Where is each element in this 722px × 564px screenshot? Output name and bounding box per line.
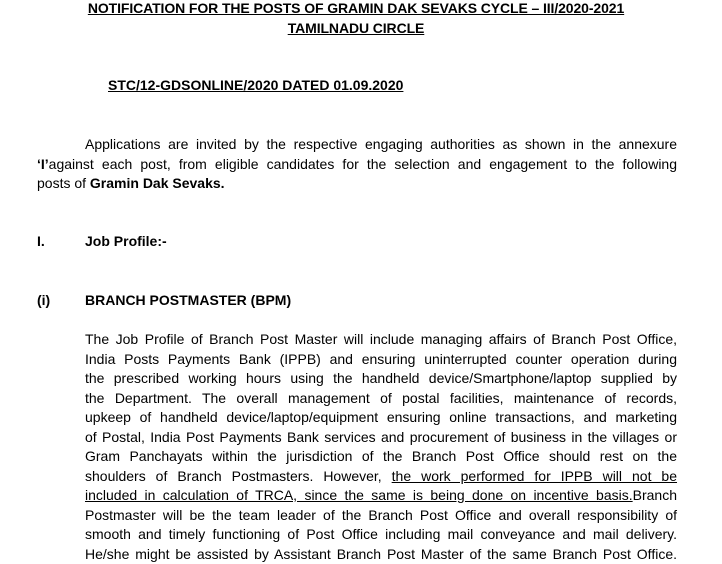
intro-line-2 xyxy=(37,155,677,175)
subsection-number-i: (i) xyxy=(37,292,50,308)
job-profile-heading: Job Profile:- xyxy=(85,233,167,249)
post-name-gds: Gramin Dak Sevaks. xyxy=(90,175,225,191)
bpm-line-9 xyxy=(85,486,677,506)
bpm-line: upkeep of handheld device/laptop/equipment ensuring online transactions, and marketing xyxy=(85,408,677,428)
bpm-line: He/she might be assisted by Assistant Branch Post Master of the same Branch Post Office. xyxy=(85,545,677,564)
intro-line-3 xyxy=(37,174,677,194)
bpm-line-9-text: Branch xyxy=(633,487,677,503)
bpm-job-profile-paragraph xyxy=(85,330,677,564)
notification-title: NOTIFICATION FOR THE POSTS OF GRAMIN DAK SEVAKS CYCLE – III/2020-2021 xyxy=(0,0,712,16)
bpm-line: The Job Profile of Branch Post Master will include managing affairs of Branch Post Office, xyxy=(85,330,677,350)
intro-line-2-text: against each post, from eligible candidates for the selection and engagement to the following xyxy=(49,156,677,172)
circle-title: TAMILNADU CIRCLE xyxy=(0,20,712,36)
bpm-line: of Postal, India Post Payments Bank services and procurement of business in the villages or xyxy=(85,428,677,448)
bpm-line: Postmaster will be the team leader of the Branch Post Office and overall responsibility of xyxy=(85,506,677,526)
ippb-note-underlined-2: included in calculation of TRCA, since the same is being done on incentive basis. xyxy=(85,487,633,503)
bpm-line-8-text: shoulders of Branch Postmasters. However, xyxy=(85,468,392,484)
bpm-heading: BRANCH POSTMASTER (BPM) xyxy=(85,292,291,308)
bpm-line: the Department. The overall management of postal facilities, maintenance of records, xyxy=(85,389,677,409)
bpm-line: the prescribed working hours using the handheld device/Smartphone/laptop supplied by xyxy=(85,369,677,389)
bpm-line-8 xyxy=(85,467,677,487)
bpm-line: smooth and timely functioning of Post Office including mail conveyance and mail delivery. xyxy=(85,525,677,545)
ippb-note-underlined-1: the work performed for IPPB will not be xyxy=(392,468,677,484)
bpm-line: India Posts Payments Bank (IPPB) and ensuring uninterrupted counter operation during xyxy=(85,350,677,370)
intro-line-3-text: posts of xyxy=(37,175,90,191)
bpm-line: Gram Panchayats within the jurisdiction of the Branch Post Office should rest on the xyxy=(85,447,677,467)
annexure-label: ‘I’ xyxy=(37,156,49,172)
reference-number: STC/12-GDSONLINE/2020 DATED 01.09.2020 xyxy=(108,77,403,93)
section-number-I: I. xyxy=(37,233,45,249)
intro-line-1: Applications are invited by the respective engaging authorities as shown in the annexure xyxy=(37,135,677,155)
intro-paragraph xyxy=(37,135,677,194)
